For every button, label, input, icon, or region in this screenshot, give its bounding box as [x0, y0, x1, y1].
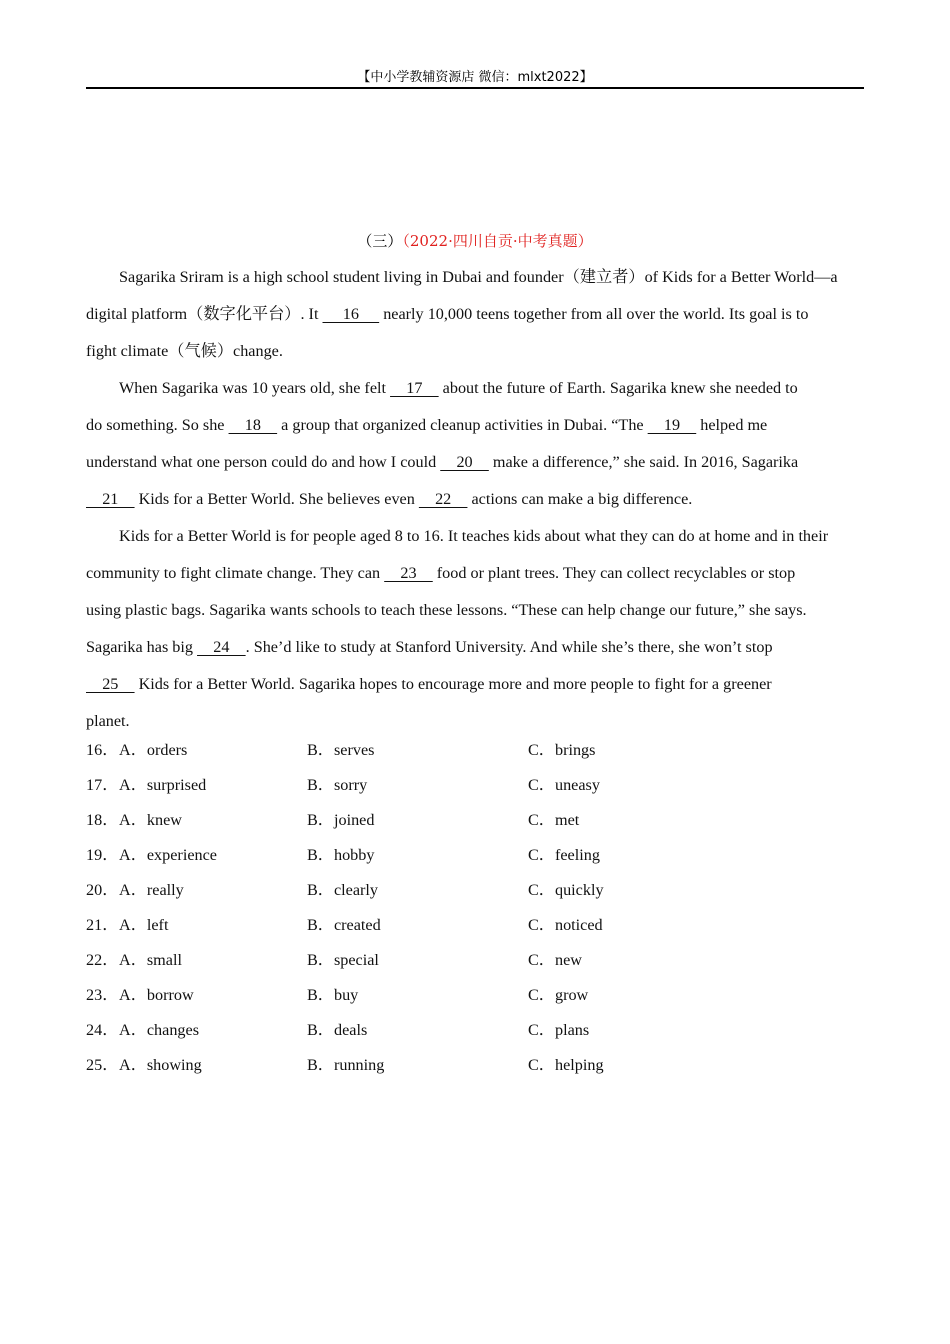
option-b: B．running: [307, 1056, 385, 1074]
question-number: 23．: [86, 986, 119, 1004]
option-b: B．hobby: [307, 846, 375, 864]
question-number: 20．: [86, 881, 119, 899]
option-b: B．special: [307, 951, 379, 969]
answer-options: [86, 733, 864, 1083]
option-b: B．clearly: [307, 881, 379, 899]
passage-text: Kids for a Better World. She believes even: [134, 490, 419, 508]
question-number: 18．: [86, 811, 119, 829]
option-c: C．uneasy: [528, 776, 600, 794]
passage-text: nearly 10,000 teens together from all over the world. Its goal is to: [379, 305, 809, 323]
passage-text: actions can make a big difference.: [467, 490, 693, 508]
question-number: 16．: [86, 741, 119, 759]
passage-text: a group that organized cleanup activities in Dubai. “The: [277, 416, 648, 434]
question-number: 17．: [86, 776, 119, 794]
option-a: A．knew: [119, 811, 182, 829]
question-number: 22．: [86, 951, 119, 969]
passage-text: . She’d like to study at Stanford University. And while she’s there, she won’t stop: [245, 638, 773, 656]
blank-25: 25: [86, 675, 135, 693]
blank-23: 23: [384, 564, 433, 582]
passage-text: community to fight climate change. They can: [86, 564, 385, 582]
passage-text: make a difference,” she said. In 2016, Sagarika: [488, 453, 799, 471]
paragraph-1: [86, 259, 864, 370]
blank-16: 16: [322, 305, 380, 323]
passage-line: [86, 666, 864, 703]
option-a: A．small: [119, 951, 182, 969]
passage-text: Sagarika has big: [86, 638, 198, 656]
question-row: [86, 768, 864, 803]
question-row: [86, 978, 864, 1013]
option-b: B．serves: [307, 741, 375, 759]
question-row: [86, 1013, 864, 1048]
option-a: A．really: [119, 881, 184, 899]
passage-line: [86, 296, 864, 333]
option-c: C．quickly: [528, 881, 604, 899]
passage-line: fight climate（气候）change.: [86, 342, 283, 360]
option-b: B．deals: [307, 1021, 368, 1039]
passage-text: do something. So she: [86, 416, 229, 434]
option-a: A．borrow: [119, 986, 194, 1004]
passage-text: digital platform（数字化平台）. It: [86, 305, 323, 323]
question-number: 19．: [86, 846, 119, 864]
option-c: C．noticed: [528, 916, 603, 934]
option-b: B．joined: [307, 811, 375, 829]
option-a: A．left: [119, 916, 169, 934]
question-row: [86, 838, 864, 873]
passage-line: [86, 407, 864, 444]
option-a: A．orders: [119, 741, 188, 759]
option-b: B．sorry: [307, 776, 368, 794]
section-title: [86, 231, 864, 251]
passage-line: Kids for a Better World is for people aged 8 to 16. It teaches kids about what they can do at home and in their: [119, 527, 829, 545]
paragraph-2: [86, 370, 864, 518]
passage-line: [86, 444, 864, 481]
question-row: [86, 943, 864, 978]
passage-text: helped me: [696, 416, 768, 434]
passage-text: about the future of Earth. Sagarika knew she needed to: [438, 379, 798, 397]
section-number: （三）: [357, 232, 403, 250]
question-row: [86, 908, 864, 943]
passage-line: [86, 629, 864, 666]
page-header: 【中小学教辅资源店 微信：mlxt2022】: [357, 70, 593, 85]
option-a: A．changes: [119, 1021, 200, 1039]
section-source: （2022·四川自贡·中考真题）: [402, 232, 593, 250]
question-row: [86, 733, 864, 768]
passage-line: planet.: [86, 712, 130, 730]
question-row: [86, 873, 864, 908]
passage-text: When Sagarika was 10 years old, she felt: [119, 379, 391, 397]
passage-text: Kids for a Better World. Sagarika hopes to encourage more and more people to fight for a greener: [134, 675, 772, 693]
option-c: C．grow: [528, 986, 589, 1004]
option-c: C．new: [528, 951, 582, 969]
blank-22: 22: [418, 490, 468, 508]
option-c: C．brings: [528, 741, 596, 759]
blank-17: 17: [390, 379, 439, 397]
passage-text: understand what one person could do and how I could: [86, 453, 441, 471]
option-c: C．met: [528, 811, 580, 829]
option-a: A．showing: [119, 1056, 202, 1074]
option-a: A．experience: [119, 846, 217, 864]
passage-line: Sagarika Sriram is a high school student living in Dubai and founder（建立者）of Kids for a Better World—a: [119, 268, 838, 286]
question-row: [86, 803, 864, 838]
question-number: 24．: [86, 1021, 119, 1039]
reading-passage: [86, 259, 864, 740]
passage-line: [86, 370, 864, 407]
question-number: 25．: [86, 1056, 119, 1074]
blank-18: 18: [228, 416, 278, 434]
question-row: [86, 1048, 864, 1083]
option-b: B．created: [307, 916, 381, 934]
option-a: A．surprised: [119, 776, 207, 794]
blank-24: 24: [197, 638, 246, 656]
option-c: C．helping: [528, 1056, 604, 1074]
option-b: B．buy: [307, 986, 359, 1004]
header-divider: [86, 87, 864, 89]
question-number: 21．: [86, 916, 119, 934]
passage-line: [86, 555, 864, 592]
paragraph-3: [86, 518, 864, 740]
blank-19: 19: [647, 416, 697, 434]
option-c: C．feeling: [528, 846, 600, 864]
blank-20: 20: [440, 453, 489, 471]
option-c: C．plans: [528, 1021, 590, 1039]
blank-21: 21: [86, 490, 135, 508]
passage-line: using plastic bags. Sagarika wants schools to teach these lessons. “These can help change our future,” she says.: [86, 601, 807, 619]
passage-line: [86, 481, 864, 518]
passage-text: food or plant trees. They can collect recyclables or stop: [432, 564, 796, 582]
